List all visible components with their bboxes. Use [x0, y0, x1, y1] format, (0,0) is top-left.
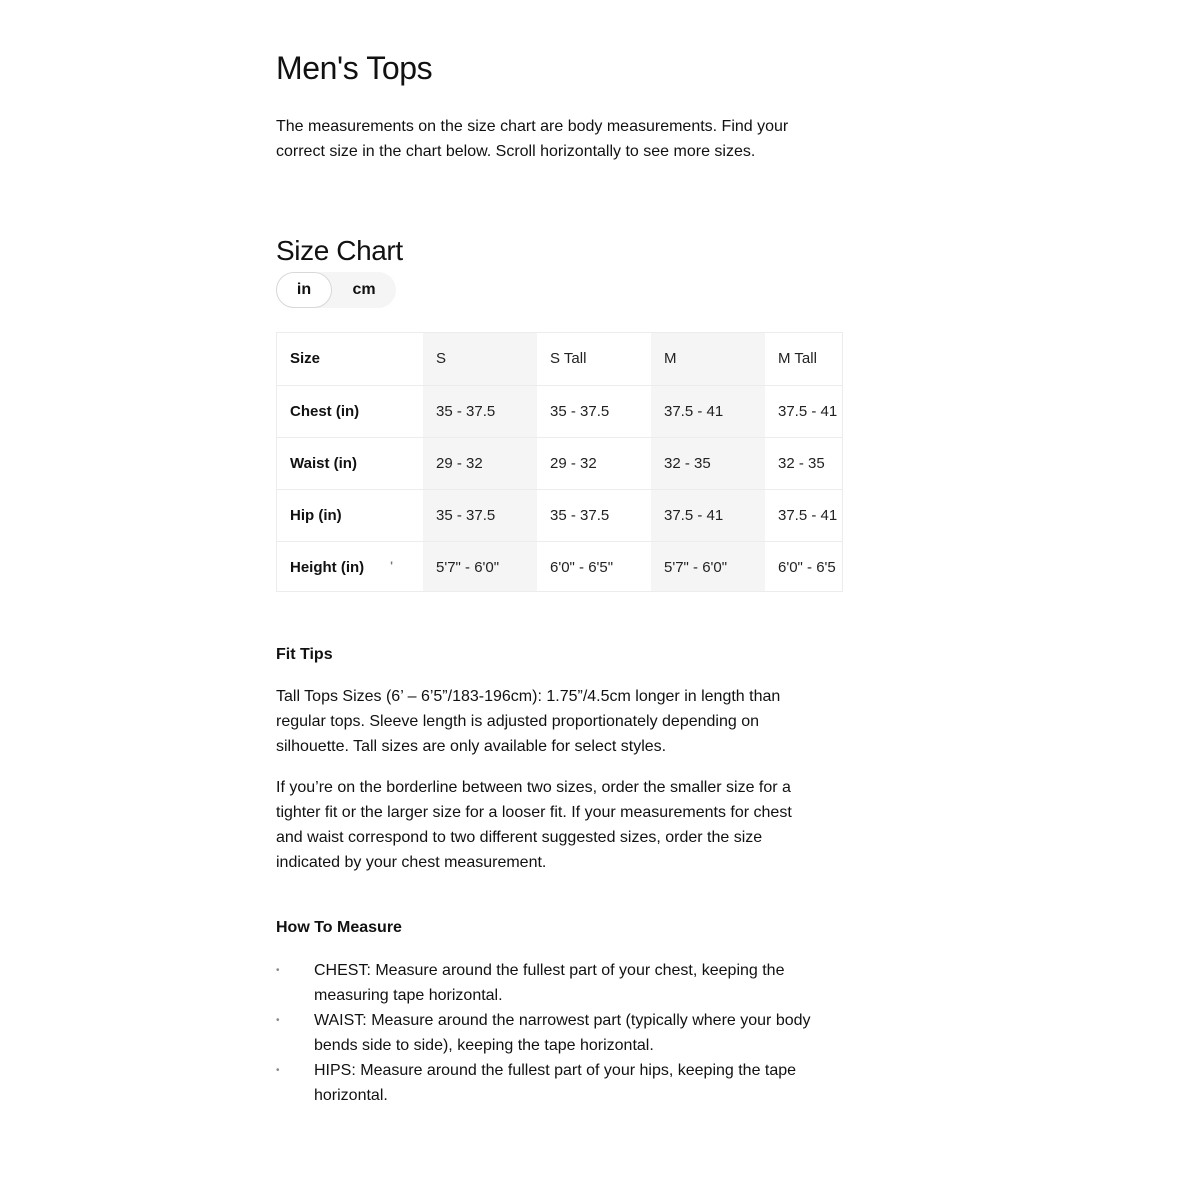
how-to-measure-heading: How To Measure [276, 919, 402, 936]
table-cell: 29 - 32 [423, 437, 537, 489]
table-cell: 5'7" - 6'0" [651, 541, 765, 592]
size-table [277, 333, 843, 592]
table-cell: 35 - 37.5 [423, 385, 537, 437]
unit-toggle [276, 272, 396, 308]
table-cell: 6'0" - 6'5 [778, 558, 836, 576]
row-label-height-cell [277, 541, 423, 592]
fit-tips-paragraph-tall: Tall Tops Sizes (6’ – 6’5”/183-196cm): 1.75”/4.5cm longer in length than regular tops. Sleeve length is adjusted proportionately depending on silhouette. Tall sizes are only available for select styles. [276, 688, 781, 755]
header-cell-s: S [423, 333, 537, 385]
intro-text: The measurements on the size chart are body measurements. Find your correct size in the chart below. Scroll horizontally to see more sizes. [276, 118, 789, 160]
table-cell: 35 - 37.5 [537, 489, 651, 541]
list-item [276, 958, 821, 1008]
table-cell: 37.5 - 41 [651, 385, 765, 437]
measure-item-hips: HIPS: Measure around the fullest part of your hips, keeping the tape horizontal. [314, 1062, 797, 1104]
stray-mark: ' [390, 558, 394, 573]
row-label-chest: Chest (in) [277, 385, 423, 437]
size-table-scroll[interactable] [276, 332, 843, 592]
table-cell: 35 - 37.5 [537, 385, 651, 437]
bullet-icon: • [276, 1015, 280, 1026]
table-cell: 29 - 32 [537, 437, 651, 489]
table-row-chest [277, 385, 843, 437]
row-label-hip: Hip (in) [277, 489, 423, 541]
table-cell: 35 - 37.5 [423, 489, 537, 541]
header-cell-s-tall: S Tall [537, 333, 651, 385]
bullet-icon: • [276, 1065, 280, 1076]
table-cell: 6'0" - 6'5" [550, 558, 614, 576]
row-label-height: Height (in) [290, 558, 365, 576]
measure-item-waist: WAIST: Measure around the narrowest part (typically where your body bends side to side), keeping the tape horizontal. [314, 1012, 811, 1054]
fit-tips-heading: Fit Tips [276, 646, 333, 663]
header-cell-m: M [651, 333, 765, 385]
unit-in-button[interactable]: in [276, 272, 332, 308]
table-header-row [277, 333, 843, 385]
table-row-hip [277, 489, 843, 541]
list-item [276, 1008, 821, 1058]
list-item [276, 1058, 821, 1108]
table-cell: 37.5 - 41 [651, 489, 765, 541]
table-row-waist [277, 437, 843, 489]
unit-cm-button[interactable]: cm [340, 272, 388, 308]
table-cell: 5'7" - 6'0" [423, 541, 537, 592]
table-row-height [277, 541, 843, 592]
bullet-icon: • [276, 965, 280, 976]
table-cell: 32 - 35 [765, 437, 843, 489]
table-cell: 37.5 - 41 [765, 489, 843, 541]
page-title: Men's Tops [276, 50, 433, 86]
fit-tips-paragraph-borderline: If you’re on the borderline between two sizes, order the smaller size for a tighter fit or the larger size for a looser fit. If your measurements for chest and waist correspond to two different suggested sizes, order the size indicated by your chest measurement. [276, 779, 792, 871]
how-to-measure-list [276, 958, 821, 1108]
header-cell-size: Size [277, 333, 423, 385]
table-cell: 32 - 35 [651, 437, 765, 489]
row-label-waist: Waist (in) [277, 437, 423, 489]
header-cell-m-tall: M Tall [765, 333, 843, 385]
table-cell: 37.5 - 41 [765, 385, 843, 437]
size-chart-title: Size Chart [276, 235, 403, 266]
measure-item-chest: CHEST: Measure around the fullest part of your chest, keeping the measuring tape horizontal. [314, 962, 785, 1004]
